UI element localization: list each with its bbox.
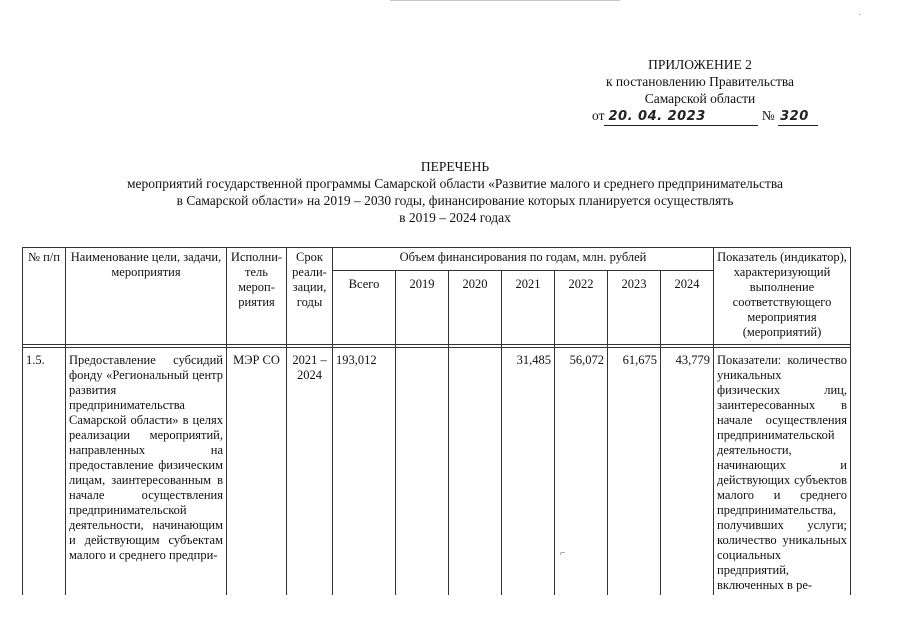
number-prefix: № <box>761 108 775 123</box>
appendix-line-2: к постановлению Правительства <box>605 74 795 89</box>
row-2023: 61,675 <box>608 348 661 596</box>
row-2024: 43,779 <box>661 348 714 596</box>
title-heading: ПЕРЕЧЕНЬ <box>420 159 490 174</box>
decree-date-row <box>570 107 830 126</box>
row-2021: 31,485 <box>502 348 555 596</box>
row-2022: 56,072 <box>555 348 608 596</box>
appendix-title: ПРИЛОЖЕНИЕ 2 <box>648 57 752 72</box>
row-term: 2021 – 2024 <box>287 348 333 596</box>
header-year-2020: 2020 <box>449 271 502 345</box>
table-row <box>23 348 851 596</box>
scan-speck: · <box>858 10 862 21</box>
header-executor: Исполни-тель мероп-риятия <box>227 248 287 345</box>
title-line-3: в 2019 – 2024 годах <box>399 210 511 225</box>
appendix-line-3: Самарской области <box>644 91 756 106</box>
header-funding: Объем финансирования по годам, млн. рублей <box>333 248 714 271</box>
header-term: Срок реали-зации, годы <box>287 248 333 345</box>
header-num: № п/п <box>23 248 66 345</box>
row-indicator: Показатели: количество уникальных физических лиц, заинтересованных в начале осуществления предпринимательской деятельности, начинающих и действующих субъектов малого и среднего предпринимательства, получивших услуги; количество уникальных социальных предприятий, включенных в ре- <box>714 348 851 596</box>
title-line-1: мероприятий государственной программы Самарской области «Развитие малого и среднего предпринимательства <box>126 176 784 191</box>
date-prefix: от <box>592 108 605 123</box>
row-num: 1.5. <box>23 348 66 596</box>
header-row-1 <box>23 248 851 271</box>
header-indicator: Показатель (индикатор), характеризующий выполнение соответствующего мероприятия (мероприятий) <box>714 248 851 345</box>
header-year-2021: 2021 <box>502 271 555 345</box>
row-2020 <box>449 348 502 596</box>
row-2019 <box>396 348 449 596</box>
decree-number: 320 <box>778 108 818 126</box>
scan-top-line <box>390 0 620 1</box>
header-year-2023: 2023 <box>608 271 661 345</box>
scan-stroke: ⌐ <box>560 548 566 559</box>
row-executor: МЭР СО <box>227 348 287 596</box>
row-total: 193,012 <box>333 348 396 596</box>
header-name: Наименование цели, задачи, мероприятия <box>66 248 227 345</box>
header-year-2024: 2024 <box>661 271 714 345</box>
row-name: Предоставление субсидий фонду «Региональный центр развития предпринимательства Самарской области» в целях реализации мероприятий, направленных на предоставление физическим лицам, заинтересованным в начале осуществления предпринимательской деятельности, начинающим и действующим субъектам малого и среднего предпри- <box>66 348 227 596</box>
document-title <box>60 158 850 226</box>
decree-date: 20. 04. 2023 <box>604 108 758 126</box>
header-total: Всего <box>333 271 396 345</box>
header-year-2022: 2022 <box>555 271 608 345</box>
header-year-2019: 2019 <box>396 271 449 345</box>
measures-table <box>22 247 851 595</box>
appendix-block <box>570 56 830 126</box>
title-line-2: в Самарской области» на 2019 – 2030 годы, финансирование которых планируется осуществлять <box>176 193 734 208</box>
